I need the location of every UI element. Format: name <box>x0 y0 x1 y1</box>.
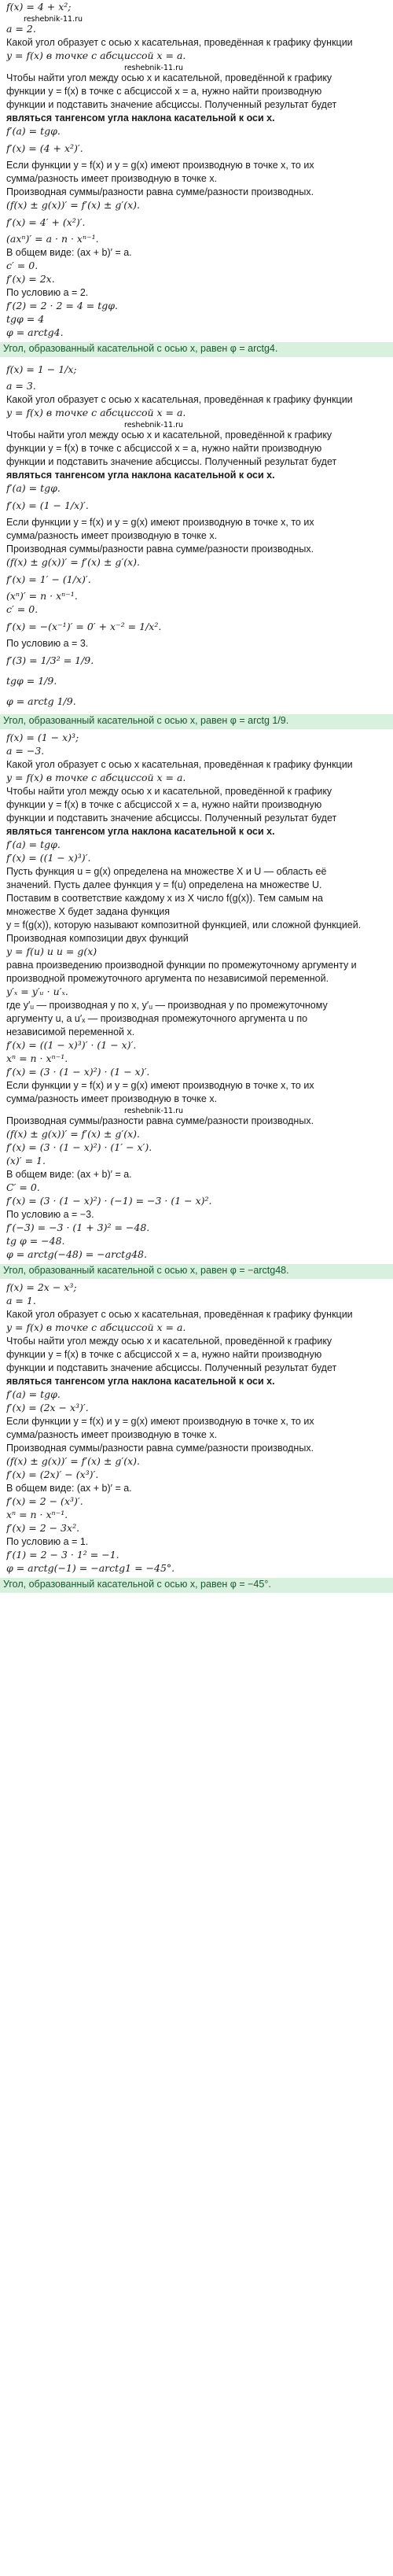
formula-line: f(x) = 4 + x²; <box>6 2 72 13</box>
formula-line: xⁿ = n · xⁿ⁻¹. <box>6 1053 68 1064</box>
text-line: функции и подставить значение абсциссы. Полученный результат будет <box>6 813 337 824</box>
formula-line: f′(2) = 2 · 2 = 4 = tgφ. <box>6 300 118 311</box>
text-line: Чтобы найти угол между осью x и касательной, проведённой к графику <box>6 72 332 83</box>
formula-line: y = f(x) в точке с абсциссой x = a. <box>6 1322 186 1333</box>
answer-banner: Угол, образованный касательной с осью x, равен φ = −45°. <box>0 1578 393 1593</box>
text-line: сумма/разность имеет производную в точке x. <box>6 530 218 541</box>
text-line: значений. Пусть далее функция y = f(u) определена на множестве U. <box>6 879 322 890</box>
text-line: Производная суммы/разности равна сумме/разности производных. <box>6 544 314 555</box>
formula-line: a = −3. <box>6 746 45 757</box>
text-line: функции и подставить значение абсциссы. Полученный результат будет <box>6 456 337 467</box>
text-line: Пусть функция u = g(x) определена на множестве X и U — область её <box>6 866 327 877</box>
formula-line: f′(x) = (2x)′ − (x³)′. <box>6 1469 99 1480</box>
text-line: функции y = f(x) в точке с абсциссой x = a, нужно найти производную <box>6 1349 322 1360</box>
formula-line: y = f(x) в точке с абсциссой x = a. <box>6 772 186 783</box>
text-line: По условию a = −3. <box>6 1209 94 1220</box>
formula-line: f′(x) = 4′ + (x²)′. <box>6 216 86 228</box>
formula-line: f′(3) = 1/3² = 1/9. <box>6 654 94 666</box>
formula-line: φ = arctg4. <box>6 327 64 338</box>
answer-banner: Угол, образованный касательной с осью x, равен φ = −arctg48. <box>0 1264 393 1279</box>
emphasis-line: являться тангенсом угла наклона касательной к оси x. <box>6 112 275 123</box>
solution-block <box>3 732 387 1279</box>
formula-line: f′(x) = 1′ − (1/x)′. <box>6 573 91 585</box>
text-line: Чтобы найти угол между осью x и касательной, проведённой к графику <box>6 1336 332 1347</box>
text-line: Если функции y = f(x) и y = g(x) имеют производную в точке x, то их <box>6 160 314 171</box>
formula-line: f′(x) = (4 + x²)′. <box>6 142 83 154</box>
formula-line: f′(x) = 2x. <box>6 274 55 285</box>
emphasis-line: являться тангенсом угла наклона касательной к оси x. <box>6 826 275 837</box>
text-line: По условию a = 3. <box>6 638 89 649</box>
text-line: Какой угол образует с осью x касательная, проведённая к графику функции <box>6 394 353 405</box>
text-line: В общем виде: (ax + b)′ = a. <box>6 1483 132 1494</box>
formula-line: (f(x) ± g(x))′ = f′(x) ± g′(x). <box>6 1129 140 1140</box>
text-line: функции y = f(x) в точке с абсциссой x = a, нужно найти производную <box>6 86 322 97</box>
formula-line: φ = arctg 1/9. <box>6 695 76 707</box>
formula-line: f′(x) = (3 · (1 − x)²) · (1′ − x′). <box>6 1142 152 1153</box>
formula-line: φ = arctg(−1) = −arctg1 = −45°. <box>6 1563 175 1574</box>
text-line: Производная суммы/разности равна сумме/разности производных. <box>6 1115 314 1126</box>
watermark: reshebnik-11.ru <box>24 15 83 24</box>
text-line: независимой переменной x. <box>6 1026 135 1037</box>
formula-line: tgφ = 1/9. <box>6 675 57 687</box>
emphasis-line: являться тангенсом угла наклона касательной к оси x. <box>6 1376 275 1387</box>
text-line: Какой угол образует с осью x касательная, проведённая к графику функции <box>6 1309 353 1320</box>
answer-banner: Угол, образованный касательной с осью x, равен φ = arctg 1/9. <box>0 714 393 729</box>
formula-line: y = f(u) и u = g(x) <box>6 946 97 957</box>
formula-line: φ = arctg(−48) = −arctg48. <box>6 1249 147 1260</box>
formula-line: a = 1. <box>6 1295 36 1306</box>
formula-line: (axⁿ)′ = a · n · xⁿ⁻¹. <box>6 234 99 245</box>
solution-block <box>3 360 387 729</box>
formula-line: f′(a) = tgφ. <box>6 839 61 850</box>
text-line: функции y = f(x) в точке с абсциссой x = a, нужно найти производную <box>6 443 322 454</box>
watermark: reshebnik-11.ru <box>124 1107 184 1115</box>
formula-line: (f(x) ± g(x))′ = f′(x) ± g′(x). <box>6 557 140 568</box>
text-line: Чтобы найти угол между осью x и касательной, проведённой к графику <box>6 429 332 440</box>
formula-line: (xⁿ)′ = n · xⁿ⁻¹. <box>6 591 78 602</box>
formula-line: tgφ = 4 <box>6 314 45 325</box>
text-line: Производная суммы/разности равна сумме/разности производных. <box>6 186 314 197</box>
text-line: Если функции y = f(x) и y = g(x) имеют производную в точке x, то их <box>6 1080 314 1091</box>
formula-line: f′(1) = 2 − 3 · 1² = −1. <box>6 1550 119 1561</box>
text-line: Чтобы найти угол между осью x и касательной, проведённой к графику <box>6 786 332 797</box>
formula-line: f′(x) = (2x − x³)′. <box>6 1402 89 1413</box>
formula-line: f′(x) = (3 · (1 − x)²) · (−1) = −3 · (1 − x)². <box>6 1196 212 1207</box>
formula-line: c′ = 0. <box>6 260 39 271</box>
text-line: сумма/разность имеет производную в точке x. <box>6 1093 218 1104</box>
formula-line: a = 3. <box>6 381 36 392</box>
text-line: Производная композиции двух функций <box>6 933 189 944</box>
formula-line: f(x) = (1 − x)³; <box>6 732 79 743</box>
text-line: В общем виде: (ax + b)′ = a. <box>6 1169 132 1180</box>
text-line: функции и подставить значение абсциссы. Полученный результат будет <box>6 1362 337 1373</box>
formula-line: f′(−3) = −3 · (1 + 3)² = −48. <box>6 1222 150 1233</box>
solution-block <box>3 2 387 357</box>
formula-line: (f(x) ± g(x))′ = f′(x) ± g′(x). <box>6 1456 140 1467</box>
formula-line: f′(x) = (1 − 1/x)′. <box>6 499 89 511</box>
watermark: reshebnik-11.ru <box>124 421 184 429</box>
text-line: функции и подставить значение абсциссы. Полученный результат будет <box>6 99 337 110</box>
text-line: По условию a = 1. <box>6 1536 89 1547</box>
formula-line: f′(a) = tgφ. <box>6 483 61 494</box>
formula-line: a = 2. <box>6 24 36 35</box>
text-line: сумма/разность имеет производную в точке x. <box>6 1429 218 1440</box>
formula-line: f′(x) = 2 − (x³)′. <box>6 1496 83 1507</box>
text-line: Какой угол образует с осью x касательная, проведённая к графику функции <box>6 37 353 48</box>
emphasis-line: являться тангенсом угла наклона касательной к оси x. <box>6 470 275 481</box>
formula-line: y′ₓ = y′ᵤ · u′ₓ. <box>6 986 68 997</box>
formula-line: f′(x) = 2 − 3x². <box>6 1523 80 1534</box>
formula-line: (x)′ = 1. <box>6 1155 46 1166</box>
text-line: где y′ᵤ — производная y по x, y′ᵤ — производная y по промежуточному <box>6 1000 328 1011</box>
text-line: В общем виде: (ax + b)′ = a. <box>6 247 132 258</box>
watermark: reshebnik-11.ru <box>124 64 184 72</box>
formula-line: C′ = 0. <box>6 1182 40 1193</box>
formula-line: y = f(x) в точке с абсциссой x = a. <box>6 50 186 61</box>
text-line: сумма/разность имеет производную в точке x. <box>6 173 218 184</box>
answer-banner: Угол, образованный касательной с осью x, равен φ = arctg4. <box>0 342 393 357</box>
formula-line: c′ = 0. <box>6 604 39 615</box>
formula-line: f′(a) = tgφ. <box>6 126 61 137</box>
text-line: y = f(g(x)), которую называют композитной функцией, или сложной функцией. <box>6 919 362 931</box>
text-line: Поставим в соответствие каждому x из X число f(g(x)). Тем самым на <box>6 893 323 904</box>
text-line: По условию a = 2. <box>6 287 89 298</box>
text-line: производной промежуточного аргумента по независимой переменной. <box>6 973 329 984</box>
formula-line: f(x) = 2x − x³; <box>6 1282 77 1293</box>
formula-line: f′(x) = (3 · (1 − x)²) · (1 − x)′. <box>6 1067 150 1078</box>
text-line: Какой угол образует с осью x касательная, проведённая к графику функции <box>6 759 353 770</box>
text-line: аргументу u, а u′ₓ — производная промежуточного аргумента u по <box>6 1013 308 1024</box>
text-line: Производная суммы/разности равна сумме/разности производных. <box>6 1443 314 1454</box>
formula-line: f′(x) = ((1 − x)³)′. <box>6 853 91 864</box>
text-line: равна произведению производной функции по промежуточному аргументу и <box>6 960 357 971</box>
formula-line: xⁿ = n · xⁿ⁻¹. <box>6 1509 68 1520</box>
formula-line: y = f(x) в точке с абсциссой x = a. <box>6 407 186 418</box>
formula-line: (f(x) ± g(x))′ = f′(x) ± g′(x). <box>6 200 140 211</box>
text-line: функции y = f(x) в точке с абсциссой x = a, нужно найти производную <box>6 799 322 810</box>
solution-block <box>3 1282 387 1593</box>
text-line: множестве X будет задана функция <box>6 906 171 917</box>
formula-line: f′(x) = −(x⁻¹)′ = 0′ + x⁻² = 1/x². <box>6 621 162 632</box>
formula-line: f(x) = 1 − 1/x; <box>6 363 77 375</box>
text-line: Если функции y = f(x) и y = g(x) имеют производную в точке x, то их <box>6 1416 314 1427</box>
text-line: Если функции y = f(x) и y = g(x) имеют производную в точке x, то их <box>6 517 314 528</box>
formula-line: tg φ = −48. <box>6 1236 65 1247</box>
formula-line: f′(a) = tgφ. <box>6 1389 61 1400</box>
formula-line: f′(x) = ((1 − x)³)′ · (1 − x)′. <box>6 1040 137 1051</box>
